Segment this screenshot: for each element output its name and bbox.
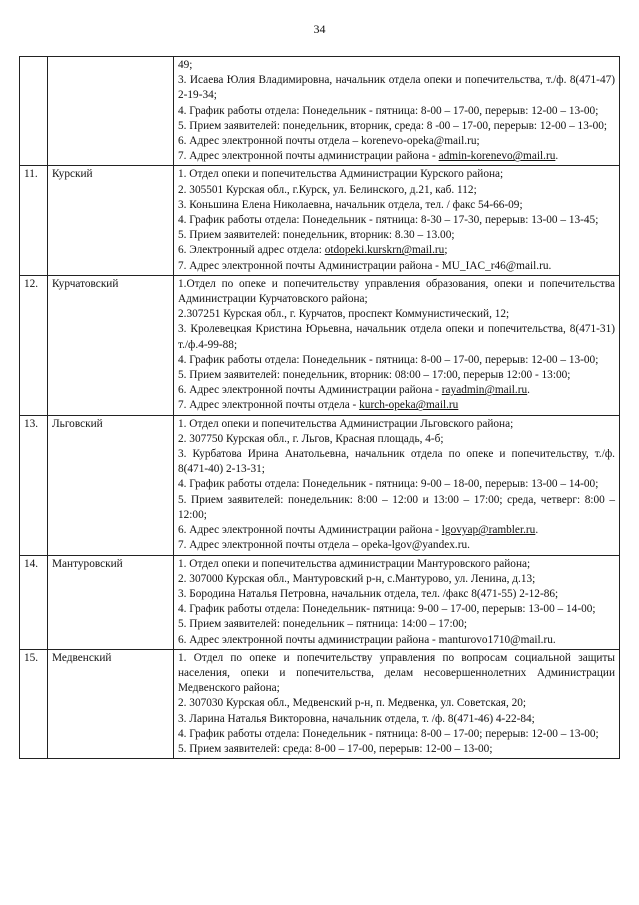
district-name: Медвенский [48, 649, 174, 758]
info-text: 1.Отдел по опеке и попечительству управления образования, опеки и попечительства Администрации Курчатовского района; [178, 277, 615, 306]
row-number [20, 57, 48, 166]
info-line [178, 383, 615, 398]
info-text: 6. Электронный адрес отдела: [178, 244, 325, 257]
info-text: 4. График работы отдела: Понедельник- пятница: 9-00 – 17-00, перерыв: 13-00 – 14-00; [178, 603, 596, 616]
district-name [48, 57, 174, 166]
info-text: 3. Курбатова Ирина Анатольевна, начальник отдела по опеке и попечительству, т./ф. 8(471-40) 2-13-31; [178, 448, 615, 476]
info-line [178, 149, 615, 164]
info-line [178, 447, 615, 477]
table-row [20, 57, 620, 166]
district-info [174, 555, 620, 649]
info-text: 7. Адрес электронной почты администрации района - [178, 150, 439, 163]
info-line [178, 572, 615, 587]
email-link[interactable]: kurch-opeka@mail.ru [359, 399, 459, 412]
info-line [178, 307, 615, 322]
info-text: 2. 307750 Курская обл., г. Льгов, Красная площадь, 4-б; [178, 432, 444, 445]
district-info [174, 415, 620, 555]
info-line [178, 322, 615, 352]
district-name: Курчатовский [48, 275, 174, 415]
info-text-after: ; [444, 244, 448, 257]
info-text: 49; [178, 59, 193, 71]
email-link[interactable]: lgovyap@rambler.ru [441, 524, 536, 537]
info-line [178, 134, 615, 149]
info-text: 2. 305501 Курская обл., г.Курск, ул. Белинского, д.21, каб. 112; [178, 183, 477, 196]
info-text: 1. Отдел опеки и попечительства администрации Мантуровского района; [178, 557, 531, 570]
district-name: Курский [48, 166, 174, 275]
info-text: 1. Отдел опеки и попечительства Администрации Льговского района; [178, 417, 514, 430]
district-name: Льговский [48, 415, 174, 555]
info-text: 1. Отдел по опеке и попечительству управления по вопросам социальной защиты населения, опеки и попечительства, делам несовершеннолетних Администрации Медвенского района; [178, 651, 615, 695]
info-line [178, 58, 615, 73]
info-line [178, 259, 615, 274]
info-text: 3. Исаева Юлия Владимировна, начальник отдела опеки и попечительства, т./ф. 8(471-47) 2-19-34; [178, 74, 615, 102]
info-text: 2. 307030 Курская обл., Медвенский р-н, п. Медвенка, ул. Советская, 20; [178, 697, 527, 710]
info-line [178, 493, 615, 523]
info-line [178, 398, 615, 413]
info-text: 6. Адрес электронной почты Администрации района - [178, 524, 442, 537]
info-line [178, 213, 615, 228]
row-number: 13. [20, 415, 48, 555]
info-line [178, 104, 615, 119]
table-row [20, 275, 620, 415]
row-number: 15. [20, 649, 48, 758]
row-number: 11. [20, 166, 48, 275]
info-text-after: . [535, 524, 539, 537]
info-line [178, 742, 615, 757]
info-text-after: . [527, 384, 530, 397]
info-line [178, 432, 615, 447]
info-text: 2. 307000 Курская обл., Мантуровский р-н, с.Мантурово, ул. Ленина, д.13; [178, 572, 536, 585]
info-line [178, 617, 615, 632]
info-text: 6. Адрес электронной почты администрации района - manturovo1710@mail.ru. [178, 633, 556, 646]
info-line [178, 183, 615, 198]
info-line [178, 228, 615, 243]
info-text: 4. График работы отдела: Понедельник - пятница: 8-00 – 17-00; перерыв: 12-00 – 13-00; [178, 727, 599, 740]
info-line [178, 587, 615, 602]
info-line [178, 557, 615, 572]
info-line [178, 198, 615, 213]
info-text: 5. Прием заявителей: среда: 8-00 – 17-00, перерыв: 12-00 – 13-00; [178, 742, 493, 755]
info-line [178, 712, 615, 727]
email-link[interactable]: otdopeki.kurskrn@mail.ru [324, 244, 445, 257]
district-info [174, 166, 620, 275]
info-line [178, 651, 615, 697]
district-info [174, 57, 620, 166]
districts-table [19, 56, 620, 759]
table-body [20, 57, 620, 759]
info-line [178, 353, 615, 368]
info-text: 6. Адрес электронной почты Администрации района - [178, 384, 442, 397]
info-line [178, 538, 615, 553]
district-info [174, 649, 620, 758]
info-line [178, 477, 615, 492]
info-line [178, 243, 615, 258]
table-row [20, 649, 620, 758]
info-line [178, 417, 615, 432]
page-number: 34 [313, 22, 326, 36]
district-name: Мантуровский [48, 555, 174, 649]
info-line [178, 523, 615, 538]
table-row [20, 166, 620, 275]
info-line [178, 727, 615, 742]
info-text: 5. Прием заявителей: понедельник, вторник, среда: 8 -00 – 17-00, перерыв: 12-00 – 13-00; [178, 119, 608, 132]
info-text: 3. Бородина Наталья Петровна, начальник отдела, тел. /факс 8(471-55) 2-12-86; [178, 587, 559, 600]
info-line [178, 119, 615, 134]
info-line [178, 167, 615, 182]
row-number: 14. [20, 555, 48, 649]
info-line [178, 633, 615, 648]
info-text: 5. Прием заявителей: понедельник – пятница: 14:00 – 17:00; [178, 618, 468, 631]
table-row [20, 555, 620, 649]
info-line [178, 368, 615, 383]
info-text: 5. Прием заявителей: понедельник, вторник: 08:00 – 17:00, перерыв 12:00 - 13:00; [178, 369, 571, 382]
info-text: 1. Отдел опеки и попечительства Администрации Курского района; [178, 168, 504, 181]
info-text: 3. Ларина Наталья Викторовна, начальник отдела, т. /ф. 8(471-46) 4-22-84; [178, 712, 535, 725]
info-line [178, 277, 615, 307]
row-number: 12. [20, 275, 48, 415]
info-text: 4. График работы отдела: Понедельник - пятница: 8-00 – 17-00, перерыв: 12-00 – 13-00; [178, 104, 599, 117]
info-line [178, 696, 615, 711]
info-line [178, 73, 615, 103]
info-text-after: . [555, 150, 559, 163]
info-text: 4. График работы отдела: Понедельник - пятница: 9-00 – 18-00, перерыв: 13-00 – 14-00; [178, 478, 599, 491]
info-text: 6. Адрес электронной почты отдела – korenevo-opeka@mail.ru; [178, 135, 480, 148]
info-text: 2.307251 Курская обл., г. Курчатов, проспект Коммунистический, 12; [178, 308, 510, 321]
info-text: 3. Кролевецкая Кристина Юрьевна, начальник отдела опеки и попечительства, 8(471-31) т./ф.4-99-88; [178, 323, 615, 351]
info-text: 5. Прием заявителей: понедельник: 8:00 – 12:00 и 13:00 – 17:00; среда, четверг: 8:00 – 12:00; [178, 493, 615, 521]
info-text: 3. Коньшина Елена Николаевна, начальник отдела, тел. / факс 54-66-09; [178, 198, 523, 211]
info-line [178, 602, 615, 617]
info-text: 4. График работы отдела: Понедельник - пятница: 8-00 – 17-00, перерыв: 12-00 – 13-00; [178, 353, 599, 366]
email-link[interactable]: admin-korenevo@mail.ru [438, 150, 556, 163]
info-text: 4. График работы отдела: Понедельник - пятница: 8-30 – 17-30, перерыв: 13-00 – 13-45; [178, 214, 599, 227]
info-text: 7. Адрес электронной почты отдела – opeka-lgov@yandex.ru. [178, 539, 470, 552]
district-info [174, 275, 620, 415]
info-text: 7. Адрес электронной почты Администрации района - MU_IAC_r46@mail.ru. [178, 259, 552, 272]
info-text: 7. Адрес электронной почты отдела - [178, 399, 360, 412]
table-row [20, 415, 620, 555]
email-link[interactable]: rayadmin@mail.ru [441, 384, 528, 397]
info-text: 5. Прием заявителей: понедельник, вторник: 8.30 – 13.00; [178, 229, 455, 242]
